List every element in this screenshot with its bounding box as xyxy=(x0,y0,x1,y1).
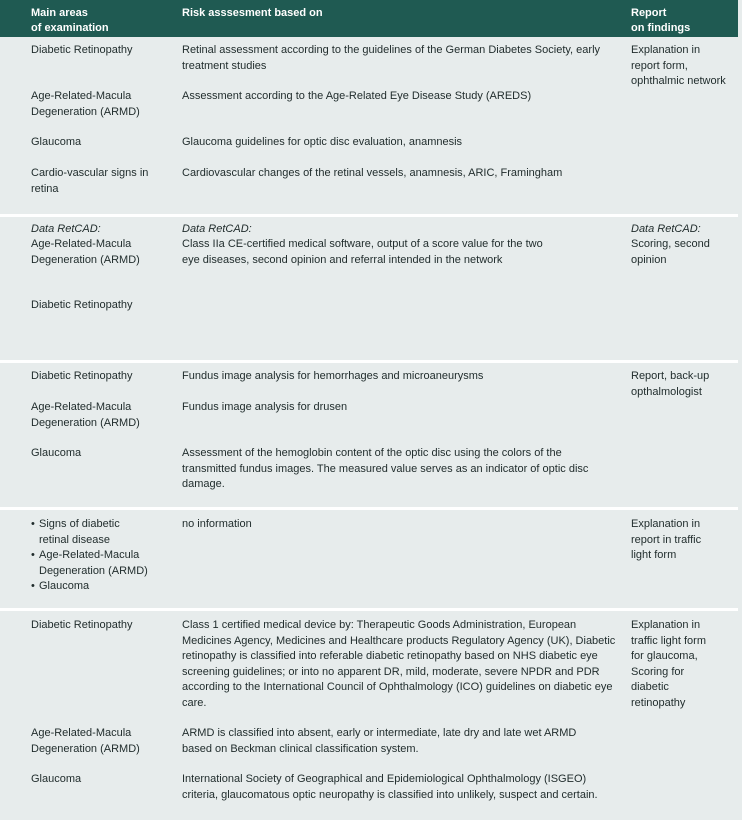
risk-diabetic-retinopathy: Fundus image analysis for hemorrhages and microaneurysms xyxy=(182,370,484,382)
area-glaucoma: Glaucoma xyxy=(31,773,82,785)
area-cardio: Cardio-vascular signs in retina xyxy=(31,167,149,195)
risk-diabetic-retinopathy: Class 1 certified medical device by: Therapeutic Goods Administration, European Medicines Agency, Medicines and Healthcare products Regulatory Agency (UK), Diabetic retinopathy is classified into referable diabetic retinopathy based on NHS diabetic eye screening guidelines; or into no apparent DR, mild, moderate, severe NPDR and PDR according to the International Council of Ophthalmology (ICO) guidelines on diabetic eye care. xyxy=(182,619,616,709)
section-2 xyxy=(0,217,738,360)
area-diabetic-retinopathy: Diabetic Retinopathy xyxy=(31,299,133,311)
header-main-areas: Main areas of examination xyxy=(31,7,109,34)
list-item: • Glaucoma xyxy=(31,579,161,595)
risk-retcad: Class IIa CE-certified medical software, output of a score value for the two eye diseases, second opinion and referral intended in the network xyxy=(182,238,543,266)
risk-glaucoma: International Society of Geographical and Epidemiological Ophthalmology (ISGEO) criteria, glaucomatous optic neuropathy is classified into unlikely, suspect and certain. xyxy=(182,773,598,801)
risk-diabetic-retinopathy: Retinal assessment according to the guidelines of the German Diabetes Society, early treatment studies xyxy=(182,44,601,72)
section-1 xyxy=(0,37,738,215)
label-data-retcad-3: Data RetCAD: xyxy=(631,223,701,235)
label-data-retcad-1: Data RetCAD: xyxy=(31,223,101,235)
risk-no-information: no information xyxy=(182,518,252,530)
area-armd: Age-Related-Macula Degeneration (ARMD) xyxy=(31,238,140,266)
area-diabetic-retinopathy: Diabetic Retinopathy xyxy=(31,370,133,382)
report-section-1: Explanation in report form, ophthalmic network xyxy=(631,44,726,87)
header-report: Report on findings xyxy=(631,7,691,34)
section-5 xyxy=(0,611,738,820)
report-section-4: Explanation in report in traffic light form xyxy=(631,518,702,561)
header-risk-assessment: Risk asssesment based on xyxy=(182,7,323,19)
risk-glaucoma: Glaucoma guidelines for optic disc evaluation, anamnesis xyxy=(182,136,463,148)
table-header xyxy=(0,0,738,37)
risk-glaucoma: Assessment of the hemoglobin content of the optic disc using the colors of the transmitted fundus images. The measured value serves as an indicator of optic disc damage. xyxy=(182,447,589,490)
area-list xyxy=(31,517,161,595)
risk-armd: ARMD is classified into absent, early or intermediate, late dry and late wet ARMD based on Beckman clinical classification system. xyxy=(182,727,577,755)
area-armd: Age-Related-Macula Degeneration (ARMD) xyxy=(31,401,140,429)
area-diabetic-retinopathy: Diabetic Retinopathy xyxy=(31,619,133,631)
risk-armd: Assessment according to the Age-Related Eye Disease Study (AREDS) xyxy=(182,90,532,102)
section-3 xyxy=(0,363,738,507)
area-glaucoma: Glaucoma xyxy=(31,136,82,148)
area-diabetic-retinopathy: Diabetic Retinopathy xyxy=(31,44,133,56)
area-armd: Age-Related-Macula Degeneration (ARMD) xyxy=(31,90,140,118)
section-4 xyxy=(0,510,738,608)
report-section-5: Explanation in traffic light form for glaucoma, Scoring for diabetic retinopathy xyxy=(631,619,706,709)
risk-armd: Fundus image analysis for drusen xyxy=(182,401,348,413)
report-section-2: Scoring, second opinion xyxy=(631,238,710,266)
report-section-3: Report, back-up opthalmologist xyxy=(631,370,710,398)
list-item: • Signs of diabetic retinal disease xyxy=(31,517,134,548)
label-data-retcad-2: Data RetCAD: xyxy=(182,223,252,235)
area-armd: Age-Related-Macula Degeneration (ARMD) xyxy=(31,727,140,755)
list-item: • Age-Related-Macula Degeneration (ARMD) xyxy=(31,548,164,579)
risk-cardio: Cardiovascular changes of the retinal vessels, anamnesis, ARIC, Framingham xyxy=(182,167,563,179)
area-glaucoma: Glaucoma xyxy=(31,447,82,459)
